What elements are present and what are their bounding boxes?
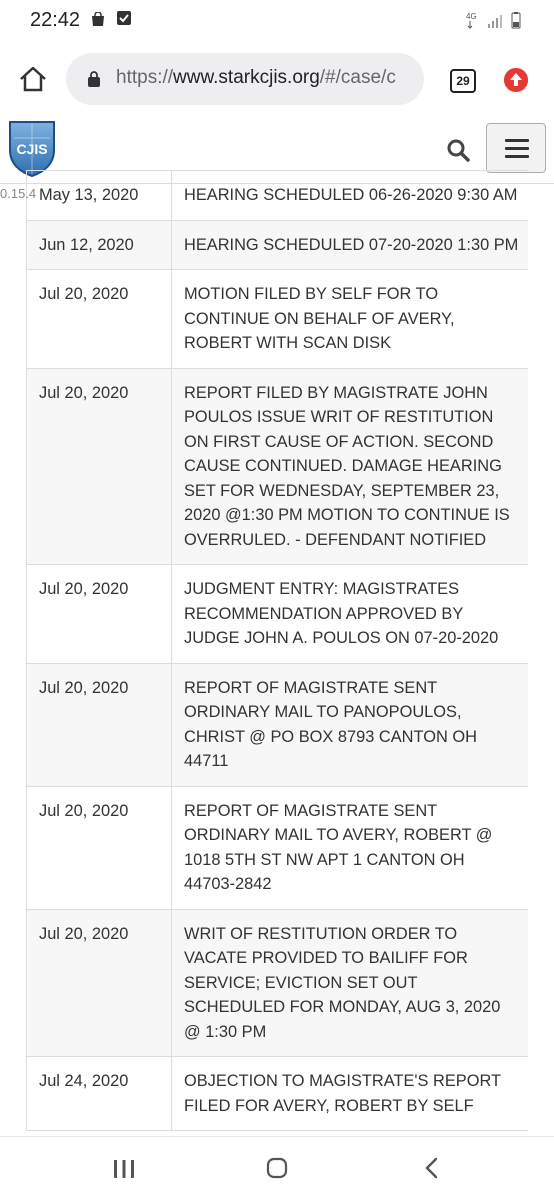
menu-button[interactable] [486, 123, 546, 173]
docket-description: WRIT OF RESTITUTION ORDER TO VACATE PROVIDED TO BAILIFF FOR SERVICE; EVICTION SET OUT SCHEDULED FOR MONDAY, AUG 3, 2020 @ 1:30 PM [172, 909, 529, 1057]
docket-description: REPORT OF MAGISTRATE SENT ORDINARY MAIL TO AVERY, ROBERT @ 1018 5TH ST NW APT 1 CANTON OH 44703-2842 [172, 786, 529, 909]
docket-date: Jul 20, 2020 [27, 663, 172, 786]
table-row [27, 909, 529, 1057]
url-host: www.starkcjis.org [173, 67, 320, 88]
search-icon[interactable] [446, 138, 470, 162]
docket-date: Jul 20, 2020 [27, 786, 172, 909]
table-row [27, 171, 529, 221]
docket-description: HEARING SCHEDULED 06-26-2020 9:30 AM [172, 171, 529, 221]
url-text[interactable] [116, 67, 396, 89]
cjis-logo[interactable] [6, 118, 58, 178]
back-icon[interactable] [424, 1157, 438, 1179]
table-row [27, 220, 529, 270]
hamburger-bar-icon [505, 155, 529, 158]
docket-date: Jul 20, 2020 [27, 368, 172, 565]
docket-date: Jul 20, 2020 [27, 565, 172, 664]
status-time: 22:42 [30, 9, 81, 31]
hamburger-bar-icon [505, 147, 529, 150]
table-row [27, 663, 529, 786]
docket-date: Jul 20, 2020 [27, 909, 172, 1057]
table-row [27, 1057, 529, 1131]
home-button-icon[interactable] [266, 1157, 288, 1179]
signal-battery-icon [466, 10, 526, 30]
table-row [27, 565, 529, 664]
docket-table [26, 170, 528, 1131]
svg-text:4G: 4G [466, 12, 477, 21]
home-icon[interactable] [18, 64, 48, 94]
docket-description: OBJECTION TO MAGISTRATE'S REPORT FILED FOR AVERY, ROBERT BY SELF [172, 1057, 529, 1131]
docket-description: MOTION FILED BY SELF FOR TO CONTINUE ON BEHALF OF AVERY, ROBERT WITH SCAN DISK [172, 270, 529, 369]
docket-date: Jul 20, 2020 [27, 270, 172, 369]
address-bar[interactable] [66, 53, 424, 105]
browser-toolbar [0, 42, 554, 116]
shopping-bag-icon [91, 12, 105, 26]
lock-icon [88, 71, 100, 87]
docket-description: REPORT FILED BY MAGISTRATE JOHN POULOS ISSUE WRIT OF RESTITUTION ON FIRST CAUSE OF ACTION. SECOND CAUSE CONTINUED. DAMAGE HEARING SET FOR WEDNESDAY, SEPTEMBER 23, 2020 @1:30 PM MOTION TO CONTINUE IS OVERRULED. - DEFENDANT NOTIFIED [172, 368, 529, 565]
docket-date: Jun 12, 2020 [27, 220, 172, 270]
docket-description: HEARING SCHEDULED 07-20-2020 1:30 PM [172, 220, 529, 270]
recent-apps-icon[interactable] [113, 1159, 135, 1179]
url-path: /#/case/c [319, 67, 396, 88]
docket-table-container [26, 170, 528, 1136]
table-row [27, 368, 529, 565]
hamburger-bar-icon [505, 139, 529, 142]
table-row [27, 270, 529, 369]
system-nav-bar [0, 1136, 554, 1200]
update-arrow-icon[interactable] [504, 68, 528, 92]
docket-description: REPORT OF MAGISTRATE SENT ORDINARY MAIL TO PANOPOULOS, CHRIST @ PO BOX 8793 CANTON OH 44711 [172, 663, 529, 786]
logo-text: CJIS [16, 141, 48, 157]
table-row [27, 786, 529, 909]
url-scheme: https:// [116, 67, 174, 88]
docket-description: JUDGMENT ENTRY: MAGISTRATES RECOMMENDATION APPROVED BY JUDGE JOHN A. POULOS ON 07-20-2020 [172, 565, 529, 664]
version-label: 0.15.4 [0, 186, 37, 201]
tab-switcher-button[interactable]: 29 [450, 69, 476, 93]
docket-date: Jul 24, 2020 [27, 1057, 172, 1131]
status-bar [0, 0, 554, 42]
docket-date: May 13, 2020 [27, 171, 172, 221]
checkbox-icon [117, 11, 131, 25]
